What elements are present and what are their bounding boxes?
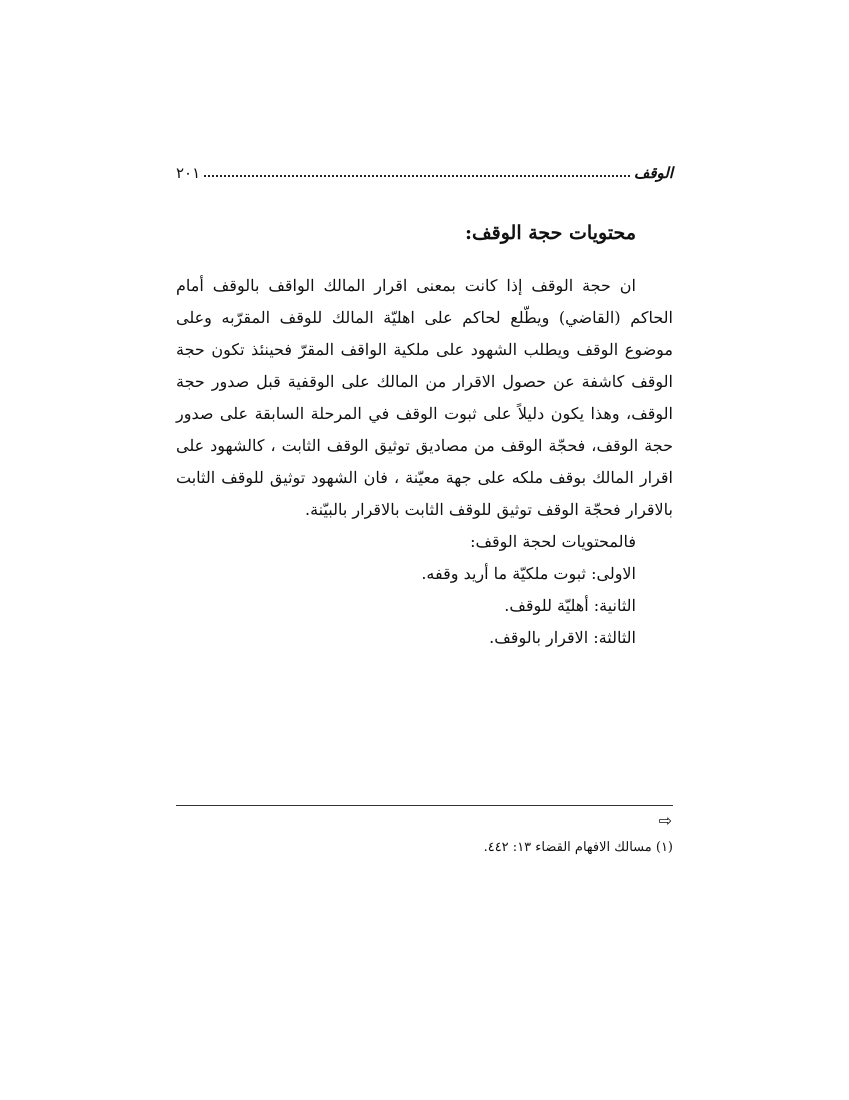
running-header-title: الوقف [633,164,673,182]
list-item-first: الاولى: ثبوت ملكيّة ما أريد وقفه. [421,564,636,583]
running-header [176,156,673,182]
arrow-right-icon: ⇨ [658,811,672,830]
section-title: محتويات حجة الوقف: [464,222,636,244]
list-intro: فالمحتويات لحجة الوقف: [470,532,636,551]
body-text [176,270,673,654]
header-dot-leader [204,175,630,177]
footnote: (١) مسالك الافهام القضاء ١٣: ٤٤٢. [483,840,673,855]
list-item-second: الثانية: أهليّة للوقف. [504,596,636,615]
list-item-third: الثالثة: الاقرار بالوقف. [489,628,636,647]
contents-list [176,526,673,654]
body-paragraph: ان حجة الوقف إذا كانت بمعنى اقرار المالك الواقف بالوقف أمام الحاكم (القاضي) ويطّلع لحاكم على اهليّة المالك للوقف المقرّبه وعلى موضوع الوقف ويطلب الشهود على ملكية الواقف المقرّ فحينئذ تكون حجة الوقف كاشفة عن حصول الاقرار من المالك على الوقفية قبل صدور حجة الوقف، وهذا يكون دليلاً على ثبوت الوقف في المرحلة السابقة على صدور حجة الوقف، فحجّة الوقف من مصاديق توثيق الوقف الثابت ، كالشهود على اقرار المالك بوقف ملكه على جهة معيّنة ، فان الشهود توثيق للوقف الثابت بالاقرار فحجّة الوقف توثيق للوقف الثابت بالاقرار بالبيّنة. [176,276,673,519]
page-number: ٢٠١ [176,164,201,182]
footnote-divider [176,805,673,806]
